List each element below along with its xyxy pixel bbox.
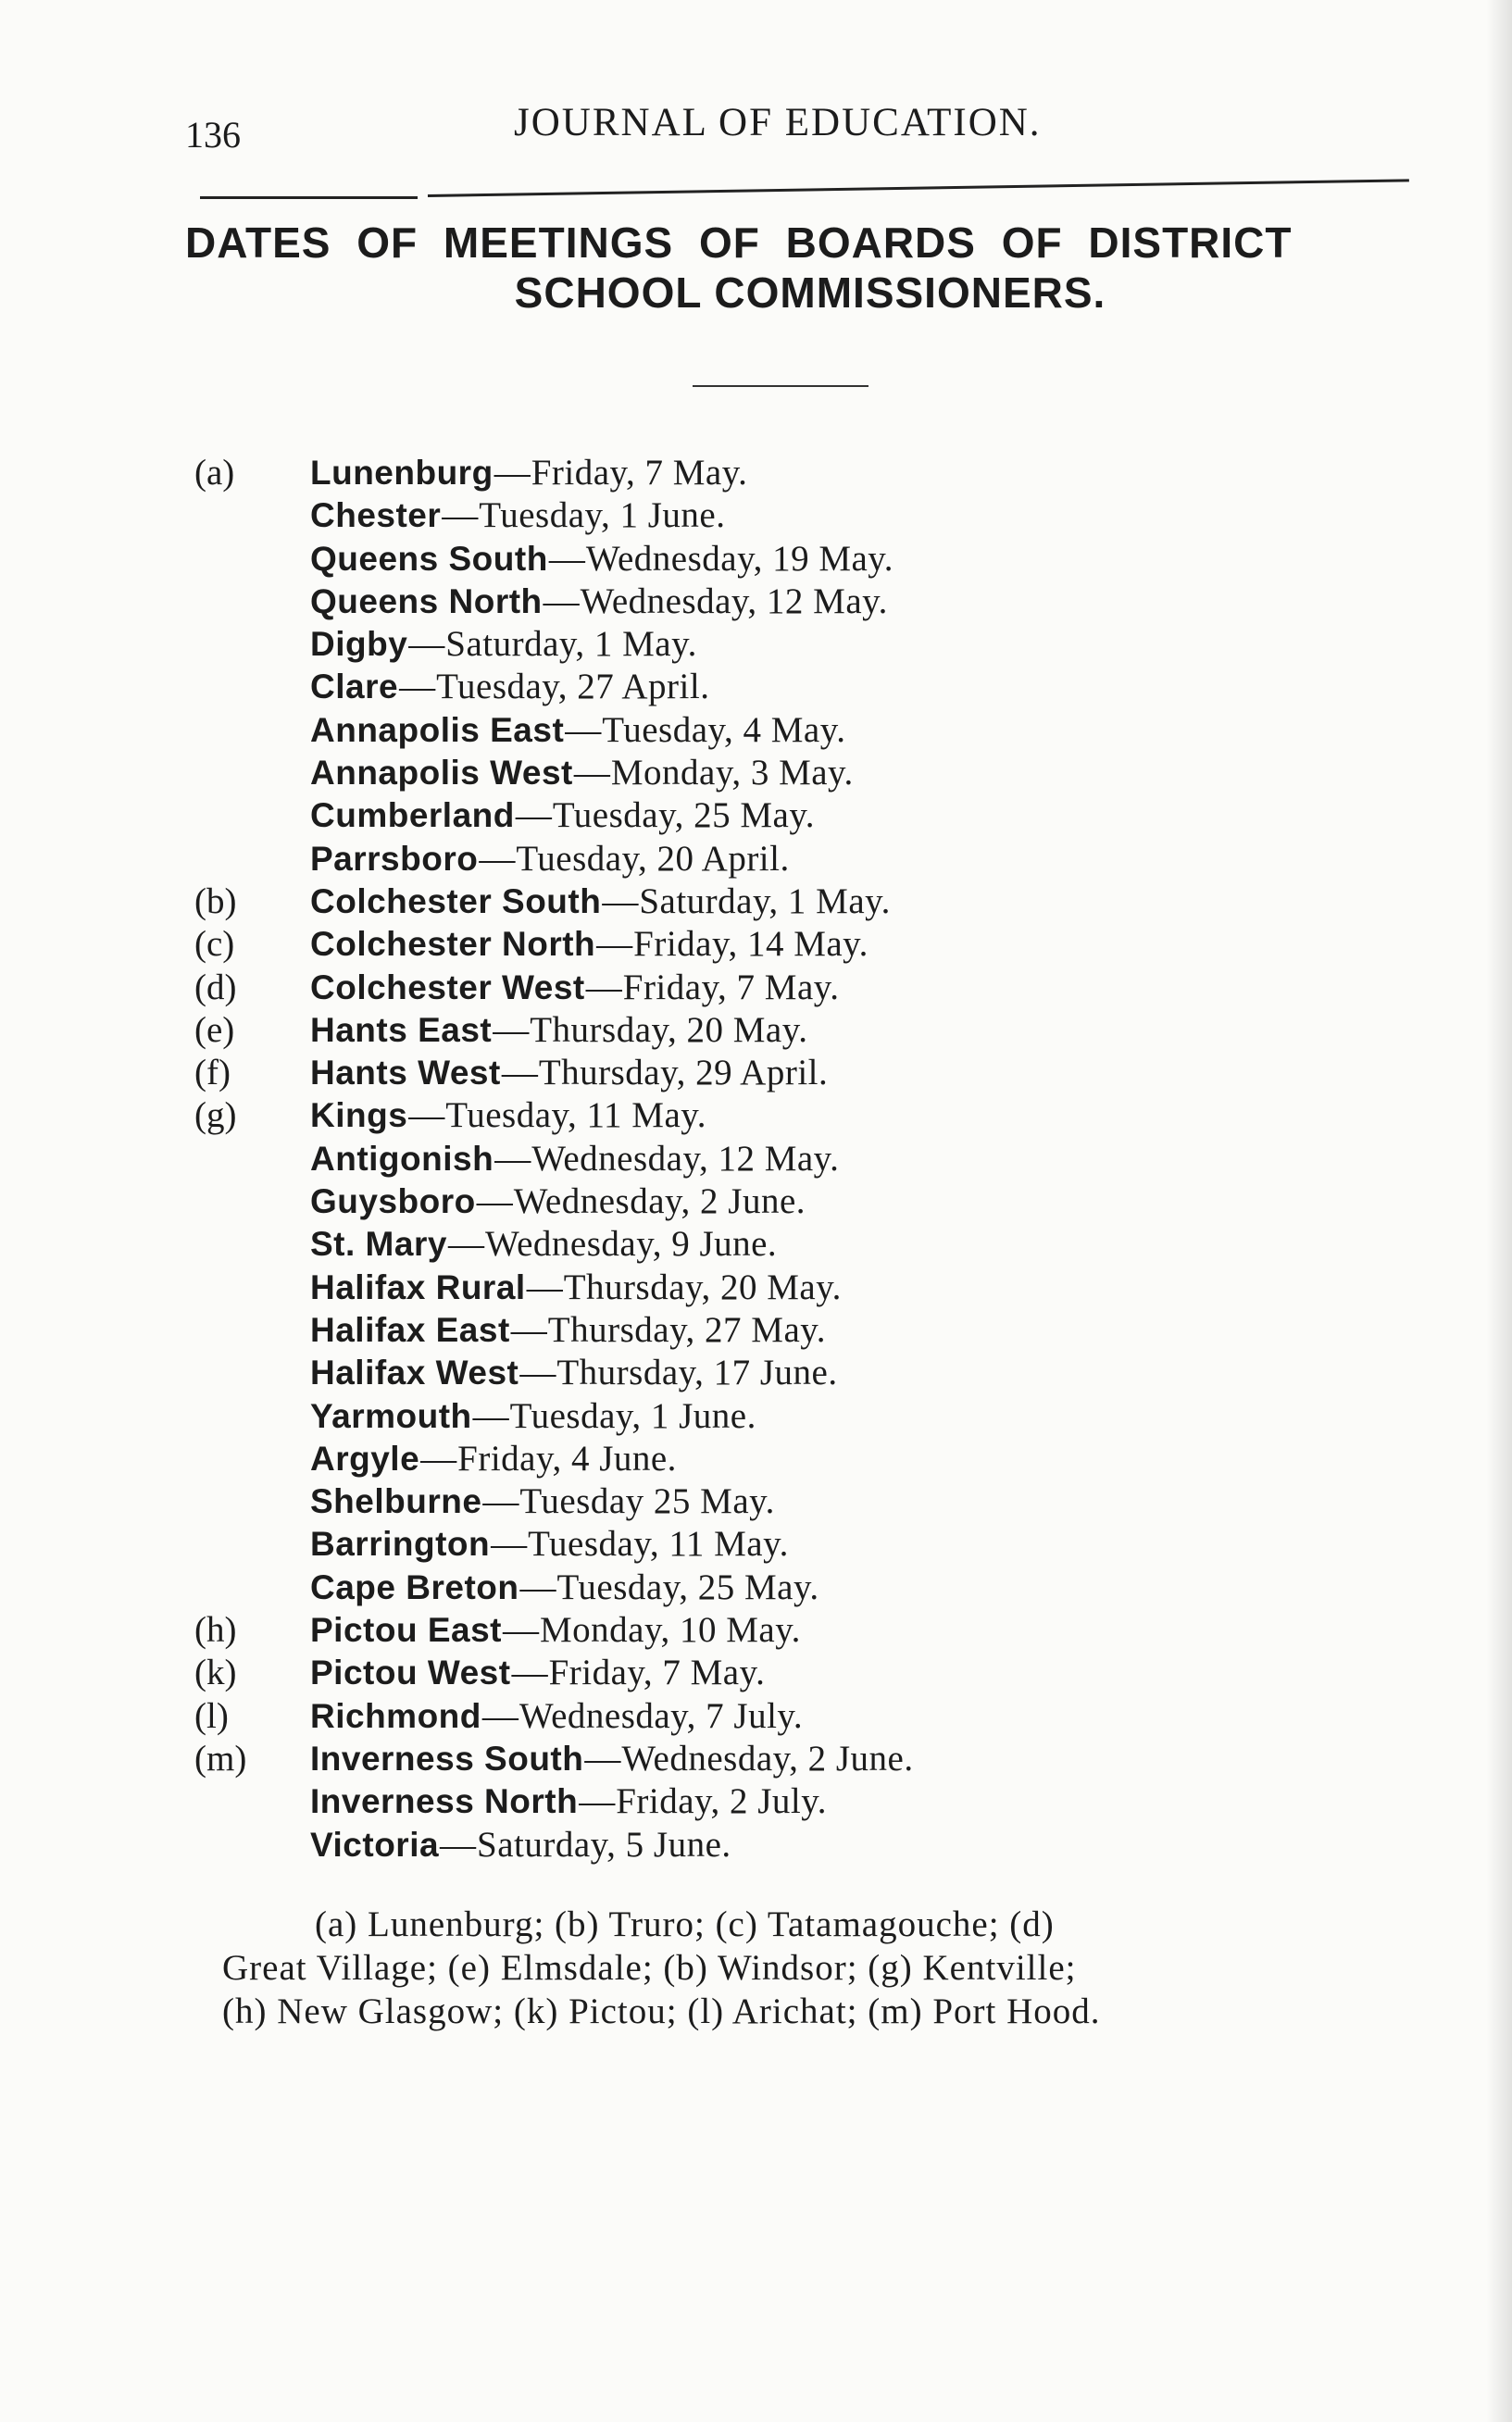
- running-head: [185, 93, 1389, 157]
- entry-text: [310, 1824, 731, 1866]
- entry-date: Wednesday, 7 July.: [519, 1695, 804, 1736]
- footnote: [222, 1903, 1417, 2033]
- entry-date: Thursday, 17 June.: [556, 1353, 838, 1393]
- entry-date: Wednesday, 12 May.: [580, 581, 888, 621]
- entry-date: Wednesday, 9 June.: [484, 1224, 778, 1265]
- entry-date: Friday, 14 May.: [633, 924, 868, 965]
- entry-separator: —: [510, 1309, 547, 1350]
- entry-place: Shelburne: [310, 1482, 482, 1521]
- entry-text: [310, 1695, 803, 1738]
- entry-text: [310, 1780, 827, 1823]
- entry-separator: —: [511, 1653, 548, 1693]
- page-number: 136: [185, 114, 241, 156]
- entry-place: Guysboro: [310, 1182, 476, 1221]
- entry-separator: —: [519, 1353, 556, 1393]
- entry-separator: —: [408, 624, 445, 665]
- entry-place: Annapolis West: [310, 754, 573, 793]
- meeting-entry: [190, 1609, 1393, 1652]
- entry-text: [310, 1180, 806, 1223]
- entry-separator: —: [596, 924, 633, 965]
- entry-text: [310, 1094, 706, 1137]
- title-divider: [693, 385, 868, 387]
- entry-place: Colchester North: [310, 925, 596, 964]
- section-title-line-1: DATES OF MEETINGS OF BOARDS OF DISTRICT: [185, 218, 1293, 267]
- section-title: [185, 218, 1407, 318]
- meeting-entry: [190, 794, 1393, 837]
- entry-text: [310, 752, 854, 794]
- entry-text: [310, 1438, 677, 1480]
- entry-place: Halifax West: [310, 1354, 519, 1392]
- entry-marker: (d): [194, 967, 237, 1007]
- entry-date: Tuesday, 27 April.: [436, 667, 710, 707]
- entry-text: [310, 1352, 838, 1394]
- entry-place: Cape Breton: [310, 1567, 519, 1606]
- entry-date: Friday, 2 July.: [616, 1781, 827, 1822]
- entry-separator: —: [585, 967, 622, 1007]
- entry-marker: (g): [194, 1095, 237, 1136]
- entry-separator: —: [501, 1053, 538, 1093]
- meeting-entry: [190, 538, 1393, 581]
- entry-text: [310, 1223, 777, 1266]
- entry-place: Barrington: [310, 1525, 491, 1564]
- meeting-entry: [190, 1223, 1393, 1266]
- entry-date: Friday, 7 May.: [622, 967, 840, 1007]
- entry-separator: —: [482, 1481, 519, 1522]
- entry-text: [310, 1395, 756, 1438]
- entry-date: Wednesday, 12 May.: [531, 1138, 840, 1179]
- meeting-entry: [190, 581, 1393, 623]
- entry-date: Tuesday, 25 May.: [552, 795, 816, 836]
- entry-place: Cumberland: [310, 796, 515, 835]
- entry-place: Antigonish: [310, 1139, 494, 1178]
- entry-date: Thursday, 20 May.: [530, 1009, 808, 1050]
- entry-text: [310, 709, 845, 752]
- entry-place: Colchester West: [310, 968, 585, 1006]
- entry-text: [310, 666, 709, 708]
- meeting-entry: [190, 1652, 1393, 1694]
- meeting-entry: [190, 1009, 1393, 1052]
- entry-separator: —: [481, 1695, 519, 1736]
- entry-date: Wednesday, 2 June.: [621, 1738, 914, 1779]
- meeting-entry: [190, 1052, 1393, 1094]
- entry-separator: —: [548, 538, 585, 579]
- entry-place: Richmond: [310, 1696, 481, 1735]
- entry-separator: —: [565, 709, 602, 750]
- entry-place: Clare: [310, 668, 399, 706]
- entry-date: Thursday, 20 May.: [563, 1267, 842, 1307]
- entry-date: Monday, 3 May.: [610, 753, 854, 793]
- entry-date: Tuesday, 1 June.: [509, 1395, 756, 1436]
- entry-separator: —: [494, 1138, 531, 1179]
- meeting-entry: [190, 666, 1393, 708]
- entry-date: Tuesday, 20 April.: [516, 838, 790, 879]
- entry-marker: (k): [194, 1653, 237, 1693]
- entry-date: Monday, 10 May.: [540, 1610, 801, 1651]
- entry-place: Inverness North: [310, 1782, 579, 1821]
- entry-place: Hants West: [310, 1054, 501, 1092]
- entry-place: Queens South: [310, 539, 548, 578]
- entry-date: Tuesday, 11 May.: [528, 1524, 789, 1565]
- entry-separator: —: [420, 1438, 457, 1479]
- footnote-line-1: (a) Lunenburg; (b) Truro; (c) Tatamagouche; (d): [315, 1904, 1055, 1944]
- entry-separator: —: [476, 1181, 513, 1222]
- meetings-list: [190, 452, 1393, 1866]
- entry-marker: (l): [194, 1695, 229, 1736]
- meeting-entry: [190, 1780, 1393, 1823]
- meeting-entry: [190, 1567, 1393, 1609]
- meeting-entry: [190, 1480, 1393, 1523]
- entry-date: Tuesday, 1 June.: [479, 495, 726, 536]
- meeting-entry: [190, 494, 1393, 537]
- entry-marker: (b): [194, 880, 237, 921]
- entry-date: Tuesday, 25 May.: [556, 1567, 819, 1607]
- meeting-entry: [190, 1180, 1393, 1223]
- footnote-line-2: Great Village; (e) Elmsdale; (b) Windsor; (g) Kentville;: [222, 1948, 1077, 1988]
- entry-place: Hants East: [310, 1010, 493, 1049]
- entry-place: Annapolis East: [310, 710, 565, 749]
- entry-text: [310, 967, 840, 1009]
- entry-separator: —: [440, 1824, 477, 1865]
- entry-text: [310, 794, 815, 837]
- entry-text: [310, 1480, 775, 1523]
- entry-separator: —: [543, 581, 580, 621]
- entry-place: St. Mary: [310, 1225, 447, 1264]
- entry-date: Thursday, 29 April.: [538, 1053, 829, 1093]
- entry-date: Tuesday, 11 May.: [445, 1095, 707, 1136]
- meeting-entry: [190, 1267, 1393, 1309]
- entry-marker: (f): [194, 1053, 231, 1093]
- meeting-entry: [190, 709, 1393, 752]
- entry-separator: —: [493, 1009, 530, 1050]
- page-edge-shadow: [1486, 0, 1512, 2422]
- entry-separator: —: [573, 753, 610, 793]
- meeting-entry: [190, 880, 1393, 923]
- entry-place: Argyle: [310, 1439, 420, 1478]
- entry-text: [310, 838, 790, 880]
- entry-separator: —: [408, 1095, 445, 1136]
- entry-text: [310, 923, 868, 966]
- header-rule-right: [428, 179, 1409, 197]
- entry-date: Tuesday, 4 May.: [602, 709, 846, 750]
- entry-text: [310, 1009, 807, 1052]
- meeting-entry: [190, 623, 1393, 666]
- entry-separator: —: [399, 667, 436, 707]
- entry-text: [310, 1267, 842, 1309]
- entry-date: Saturday, 1 May.: [639, 880, 891, 921]
- entry-place: Digby: [310, 625, 408, 664]
- meeting-entry: [190, 967, 1393, 1009]
- meeting-entry: [190, 1824, 1393, 1866]
- entry-separator: —: [515, 795, 552, 836]
- meeting-entry: [190, 1738, 1393, 1780]
- entry-place: Chester: [310, 496, 442, 535]
- journal-title: JOURNAL OF EDUCATION.: [514, 101, 1042, 144]
- entry-text: [310, 1309, 826, 1352]
- entry-date: Saturday, 5 June.: [477, 1824, 731, 1865]
- meeting-entry: [190, 1138, 1393, 1180]
- entry-date: Thursday, 27 May.: [547, 1309, 827, 1350]
- entry-place: Halifax East: [310, 1310, 510, 1349]
- entry-date: Wednesday, 19 May.: [585, 538, 894, 579]
- entry-separator: —: [519, 1567, 556, 1607]
- section-title-line-2: SCHOOL COMMISSIONERS.: [514, 268, 1106, 317]
- entry-text: [310, 452, 747, 494]
- entry-date: Friday, 4 June.: [457, 1438, 677, 1479]
- entry-text: [310, 1609, 801, 1652]
- entry-text: [310, 1567, 819, 1609]
- entry-place: Inverness South: [310, 1739, 584, 1778]
- entry-text: [310, 623, 697, 666]
- entry-date: Tuesday 25 May.: [519, 1481, 775, 1522]
- entry-text: [310, 494, 726, 537]
- meeting-entry: [190, 838, 1393, 880]
- entry-date: Friday, 7 May.: [531, 453, 748, 493]
- entry-text: [310, 1052, 828, 1094]
- entry-separator: —: [491, 1524, 528, 1565]
- meeting-entry: [190, 1352, 1393, 1394]
- entry-marker: (h): [194, 1610, 237, 1651]
- entry-text: [310, 1138, 839, 1180]
- entry-separator: —: [447, 1224, 484, 1265]
- entry-separator: —: [479, 838, 516, 879]
- meeting-entry: [190, 1094, 1393, 1137]
- meeting-entry: [190, 1695, 1393, 1738]
- entry-separator: —: [472, 1395, 509, 1436]
- entry-place: Halifax Rural: [310, 1267, 526, 1306]
- meeting-entry: [190, 1523, 1393, 1566]
- meeting-entry: [190, 1309, 1393, 1352]
- entry-text: [310, 1652, 765, 1694]
- meeting-entry: [190, 1438, 1393, 1480]
- meeting-entry: [190, 452, 1393, 494]
- entry-separator: —: [584, 1738, 621, 1779]
- header-rule-left: [200, 196, 418, 199]
- entry-place: Queens North: [310, 581, 543, 620]
- entry-place: Colchester South: [310, 881, 602, 920]
- entry-separator: —: [442, 495, 479, 536]
- entry-place: Victoria: [310, 1825, 440, 1864]
- entry-separator: —: [494, 453, 531, 493]
- entry-separator: —: [602, 880, 639, 921]
- entry-marker: (m): [194, 1738, 247, 1779]
- entry-text: [310, 581, 888, 623]
- entry-place: Pictou West: [310, 1654, 511, 1692]
- entry-date: Friday, 7 May.: [548, 1653, 766, 1693]
- entry-text: [310, 1738, 914, 1780]
- entry-place: Lunenburg: [310, 454, 494, 492]
- entry-place: Yarmouth: [310, 1396, 472, 1435]
- meeting-entry: [190, 923, 1393, 966]
- entry-date: Wednesday, 2 June.: [513, 1181, 806, 1222]
- entry-separator: —: [526, 1267, 563, 1307]
- meeting-entry: [190, 752, 1393, 794]
- entry-marker: (c): [194, 924, 235, 965]
- entry-place: Parrsboro: [310, 839, 479, 878]
- entry-text: [310, 880, 891, 923]
- entry-marker: (e): [194, 1009, 235, 1050]
- entry-date: Saturday, 1 May.: [445, 624, 697, 665]
- entry-separator: —: [579, 1781, 616, 1822]
- entry-separator: —: [503, 1610, 539, 1651]
- entry-text: [310, 1523, 789, 1566]
- entry-marker: (a): [194, 453, 235, 493]
- footnote-line-3: (h) New Glasgow; (k) Pictou; (l) Arichat; (m) Port Hood.: [222, 1991, 1101, 2031]
- entry-text: [310, 538, 893, 581]
- entry-place: Kings: [310, 1096, 408, 1135]
- entry-place: Pictou East: [310, 1611, 502, 1650]
- meeting-entry: [190, 1395, 1393, 1438]
